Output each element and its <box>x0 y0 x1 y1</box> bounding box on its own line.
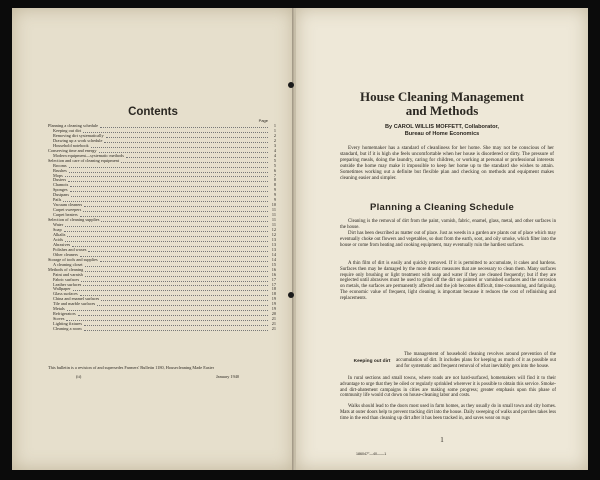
toc-leader-dots <box>81 280 268 282</box>
toc-entry-page: 15 <box>271 261 276 267</box>
paragraph-walks: Walks should lead to the doors most used in farm homes, as they usually do in small town and city homes. Mats at outer doors help to prevent tracking dirt into the house. Daily sweeping of walks and porches takes less time in the end than cleaning up dirt after it has been tracked in, and saves wear on rugs <box>340 404 556 421</box>
toc-leader-dots <box>106 136 268 138</box>
toc-entry-title: Other cleaners <box>53 251 78 257</box>
page-column-header: Page <box>258 118 268 123</box>
toc-entry-page: 9 <box>273 187 276 193</box>
toc-leader-dots <box>101 220 268 222</box>
print-code: 186047°—40——1 <box>356 452 387 456</box>
left-page <box>12 8 294 470</box>
toc-entry-title: Vacuum cleaners <box>53 202 83 208</box>
toc-entry-title: Dusters <box>53 177 67 183</box>
toc-entry-page: 9 <box>273 192 276 198</box>
toc-entry-title: Mops <box>53 172 63 178</box>
toc-leader-dots <box>126 156 268 158</box>
toc-entry-page: 11 <box>271 207 276 213</box>
toc-entry-page: 13 <box>271 246 276 252</box>
paragraph-keeping-out-dirt: The management of household cleaning revolves around prevention of the accumulation of dirt. It includes plans for keeping as much of it as possible out and for systematic and frequent removal of what inevitably gets into the house. <box>396 352 556 369</box>
toc-entry-page: 1 <box>273 127 276 133</box>
toc-leader-dots <box>72 245 268 247</box>
toc-leader-dots <box>69 166 268 168</box>
toc-entry-page: 19 <box>271 296 276 302</box>
bulletin-note: This bulletin is a revision of and supersedes Farmers' Bulletin 1180, Housecleaning Made Easier <box>48 365 215 370</box>
article-title-line2: and Methods <box>405 103 479 118</box>
toc-leader-dots <box>83 210 268 212</box>
toc-entry-page: 21 <box>271 316 276 322</box>
publication-date: January 1940 <box>216 374 240 379</box>
toc-entry-title: Selection and care of cleaning equipment <box>48 157 119 163</box>
toc-leader-dots <box>104 141 268 143</box>
toc-entry-page: 10 <box>271 202 276 208</box>
toc-entry-page: 13 <box>271 236 276 242</box>
toc-leader-dots <box>78 314 268 316</box>
toc-leader-dots <box>101 299 268 301</box>
toc-entry-page: 12 <box>271 227 276 233</box>
toc-leader-dots <box>83 131 268 133</box>
toc-entry-title: Storage of tools and supplies <box>48 256 98 262</box>
toc-entry-page: 4 <box>273 152 276 158</box>
toc-leader-dots <box>65 240 268 242</box>
left-page-number: (ii) <box>76 374 82 379</box>
byline <box>296 124 588 138</box>
toc-entry-page: 14 <box>271 251 276 257</box>
toc-entry-page: 14 <box>271 256 276 262</box>
toc-entry-title: Lighting fixtures <box>53 321 82 327</box>
paragraph-dirt: Dirt has been described as matter out of place. Just as weeds in a garden are plants out of place which may eventually choke out flowers and vegetables, so dust from the earth, soot, and oily smoke, which filter into the house or come from heating and cooking equipment, may eventually ruin the hardiest surfaces. <box>340 231 556 248</box>
toc-entry-page: 7 <box>273 172 276 178</box>
toc-leader-dots <box>80 255 268 257</box>
section-heading: Planning a Cleaning Schedule <box>369 202 515 213</box>
paragraph-rural: In rural sections and small towns, where roads are not hard-surfaced, homemakers will find it to their advantage to urge that they be oiled or regularly sprinkled wherever it is possible to obtain this service. Smoke- and dirt-abatement campaigns in cities are making some progress; greater emphasis upon this phase of community life would cut down on house-cleaning labor and costs. <box>340 376 556 399</box>
toc-leader-dots <box>97 304 268 306</box>
toc-leader-dots <box>100 126 268 128</box>
toc-leader-dots <box>83 284 268 286</box>
toc-entry-title: Tile and marble surfaces <box>53 301 96 307</box>
table-of-contents <box>48 124 276 332</box>
staple-hole <box>288 82 294 88</box>
toc-entry-page: 16 <box>271 271 276 277</box>
toc-entry-title: Selection of cleaning supplies <box>48 217 100 223</box>
toc-leader-dots <box>85 275 268 277</box>
toc-entry-title: Brushes <box>53 167 67 173</box>
toc-entry-page: 21 <box>271 326 276 332</box>
toc-leader-dots <box>84 205 268 207</box>
toc-leader-dots <box>68 180 268 182</box>
toc-leader-dots <box>80 294 268 296</box>
toc-entry-page: 11 <box>271 217 276 223</box>
toc-leader-dots <box>64 230 268 232</box>
toc-entry-page: 12 <box>271 231 276 237</box>
toc-entry-title: Fabric surfaces <box>53 276 80 282</box>
toc-entry-title: Planning a cleaning schedule <box>48 123 98 128</box>
toc-entry-page: 5 <box>273 162 276 168</box>
toc-leader-dots <box>100 260 268 262</box>
toc-entry-title: Modern equipment—systematic methods <box>53 152 124 158</box>
contents-title: Contents <box>128 106 178 118</box>
toc-leader-dots <box>88 250 268 252</box>
toc-entry-title: Leather surfaces <box>53 281 82 287</box>
toc-entry-title: Keeping out dirt <box>53 127 82 133</box>
toc-entry-title: Dustpans <box>53 192 69 198</box>
toc-entry-page: 17 <box>271 281 276 287</box>
toc-entry-page: 3 <box>273 142 276 148</box>
toc-leader-dots <box>71 195 268 197</box>
toc-entry-page: 20 <box>271 311 276 317</box>
toc-entry-page: 2 <box>273 132 276 138</box>
toc-entry-page: 11 <box>271 212 276 218</box>
toc-leader-dots <box>66 319 268 321</box>
toc-entry-title: Abrasives <box>53 241 71 247</box>
right-page <box>296 8 588 470</box>
toc-entry-title: Drawing up a work schedule <box>53 137 103 143</box>
toc-entry-page: 9 <box>273 197 276 203</box>
toc-entry-page: 19 <box>271 301 276 307</box>
toc-entry <box>48 327 276 332</box>
toc-entry-title: China and enamel surfaces <box>53 296 100 302</box>
toc-entry-page: 6 <box>273 167 276 173</box>
toc-entry-page: 4 <box>273 147 276 153</box>
toc-entry-title: Polishes and waxes <box>53 246 87 252</box>
article-title <box>296 90 588 118</box>
intro-paragraph: Every homemaker has a standard of cleanliness for her home. She may not be conscious of her standard, but if it is high she feels uncomfortable when her house is disordered or dirty. The pressure of preparing meals, doing the laundry, caring for children, or working at personal or professional interests outside the home may make it impossible to keep her home up to the standard she wishes to attain. Sometimes working out a definite but flexible plan and checking on methods and equipment makes cleaning easier and simpler. <box>340 145 554 182</box>
toc-entry-title: Sponges <box>53 187 68 193</box>
toc-leader-dots <box>85 265 268 267</box>
toc-leader-dots <box>67 235 268 237</box>
toc-entry-title: Acids <box>53 236 64 242</box>
toc-leader-dots <box>67 309 268 311</box>
toc-entry-page: 5 <box>273 157 276 163</box>
toc-entry-page: 18 <box>271 286 276 292</box>
side-heading: Keeping out dirt <box>353 359 391 364</box>
toc-entry-page: 2 <box>273 137 276 143</box>
toc-entry-page: 17 <box>271 276 276 282</box>
paragraph-definition: Cleaning is the removal of dirt from the paint, varnish, fabric, enamel, glass, metal, and other surfaces in the house. <box>340 219 556 230</box>
toc-entry-page: 8 <box>273 177 276 183</box>
toc-entry-page: 1 <box>273 123 276 128</box>
toc-entry-page: 21 <box>271 321 276 327</box>
toc-entry-title: Water <box>53 222 64 228</box>
toc-leader-dots <box>63 200 268 202</box>
toc-entry-title: Carpet sweepers <box>53 207 82 213</box>
toc-entry-title: Carpet beaters <box>53 212 78 218</box>
toc-entry-page: 16 <box>271 266 276 272</box>
toc-entry-title: Alkalis <box>53 231 66 237</box>
toc-entry-title: Removing dirt systematically <box>53 132 104 138</box>
toc-leader-dots <box>80 215 268 217</box>
toc-entry-page: 11 <box>271 222 276 228</box>
toc-entry-title: Pails <box>53 197 62 203</box>
toc-entry-title: Household notebook <box>53 142 89 148</box>
staple-hole <box>288 292 294 298</box>
toc-entry-title: Wallpaper <box>53 286 71 292</box>
toc-leader-dots <box>70 190 268 192</box>
toc-entry-title: Stoves <box>53 316 65 322</box>
toc-entry-title: A cleaning closet <box>53 261 83 267</box>
toc-leader-dots <box>121 161 268 163</box>
toc-leader-dots <box>70 185 268 187</box>
toc-entry-title: Refrigerators <box>53 311 76 317</box>
toc-leader-dots <box>91 146 268 148</box>
toc-entry-page: 18 <box>271 291 276 297</box>
paragraph-film: A thin film of dirt is easily and quickly removed. If it is permitted to accumulate, it cakes and hardens. Surfaces then may be damaged by the more drastic measures that are necessary to clean them. Many surfaces require only brushing or light treatment with soap and water if they are cleaned frequently; but if they are neglected until abrasives must be used to grind off the dirt on painted or varnished surfaces and the corrosion on metals, the surfaces are permanently affected and the job becomes difficult, time-consuming, and fatiguing. The economic value of frequent, light cleaning is important because it reduces the cost of refinishing and replacements. <box>340 261 556 301</box>
toc-leader-dots <box>73 289 268 291</box>
toc-entry-title: Metals <box>53 306 65 312</box>
toc-entry-page: 13 <box>271 241 276 247</box>
toc-entry-title: Conserving time and energy <box>48 147 97 153</box>
byline-bureau: Bureau of Home Economics <box>404 131 480 137</box>
toc-leader-dots <box>85 270 268 272</box>
toc-entry-title: Chamois <box>53 182 69 188</box>
toc-leader-dots <box>65 225 268 227</box>
toc-entry-page: 8 <box>273 182 276 188</box>
byline-author: By CAROL WILLIS MOFFETT, Collaborator, <box>385 124 499 130</box>
toc-entry-title: Cleaning a room <box>53 326 82 332</box>
page-number: 1 <box>440 436 444 444</box>
toc-entry-title: Glass surfaces <box>53 291 78 297</box>
article-title-line1: House Cleaning Management <box>360 89 524 104</box>
toc-leader-dots <box>84 329 268 331</box>
toc-entry-title: Paint and varnish <box>53 271 83 277</box>
toc-entry-title: Methods of cleaning <box>48 266 84 272</box>
toc-leader-dots <box>65 175 268 177</box>
toc-entry-title: Soap <box>53 227 62 233</box>
toc-leader-dots <box>69 171 268 173</box>
toc-leader-dots <box>84 324 268 326</box>
toc-entry-page: 19 <box>271 306 276 312</box>
toc-entry-title: Brooms <box>53 162 67 168</box>
